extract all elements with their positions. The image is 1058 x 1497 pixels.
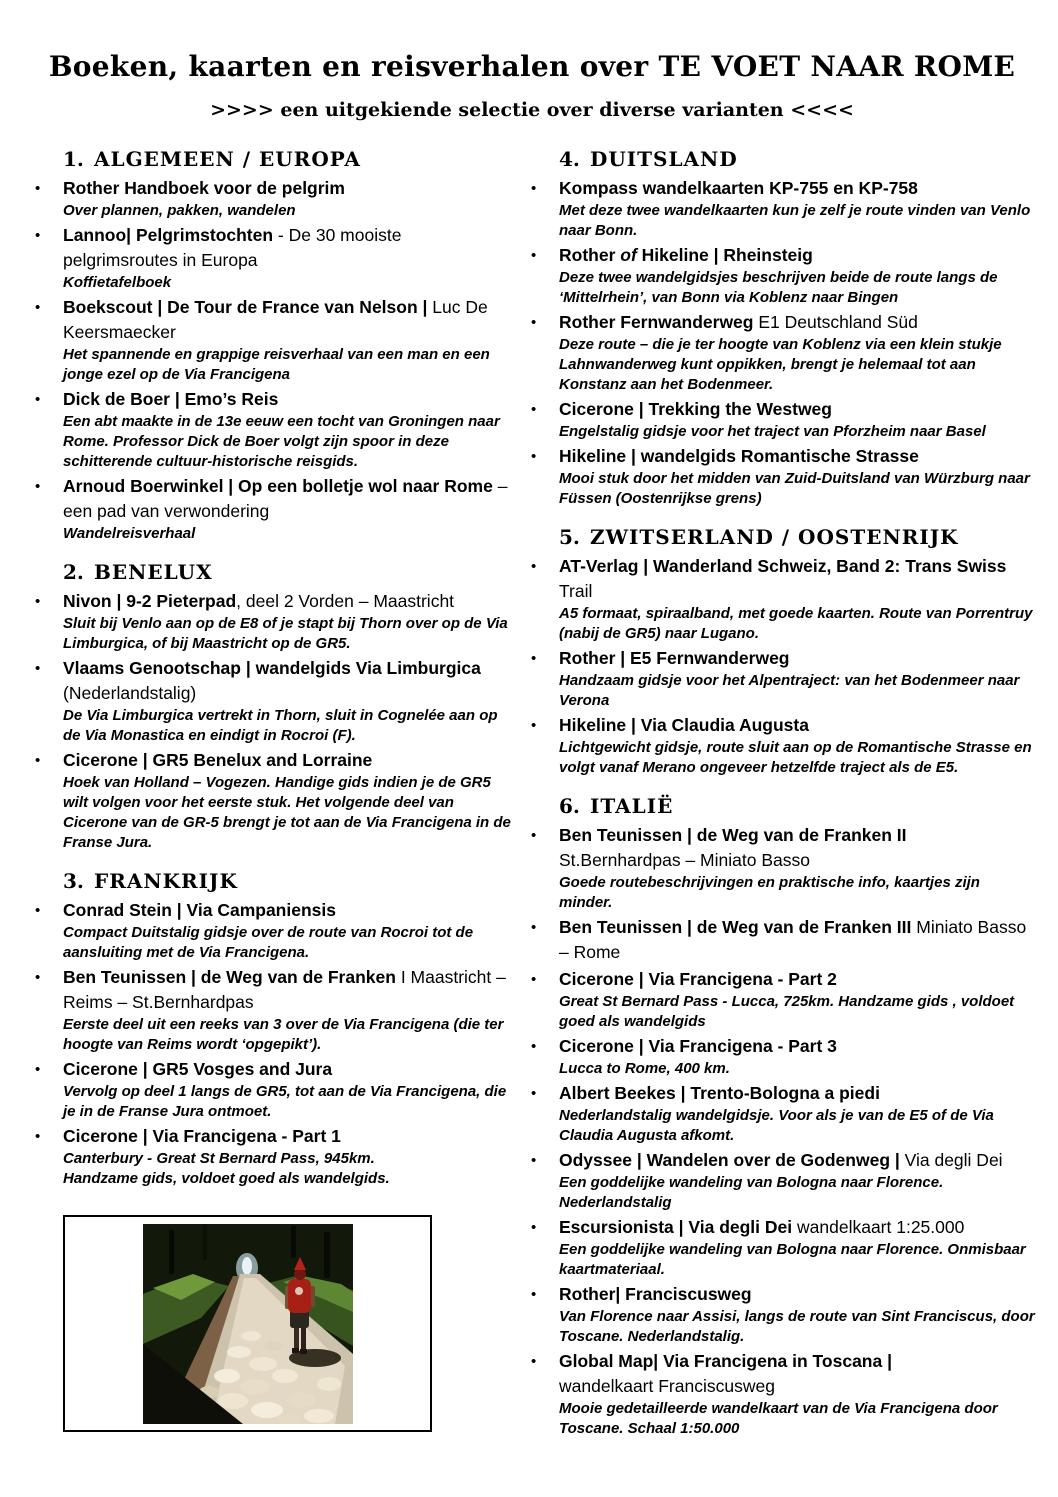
bullet-icon: •	[531, 827, 537, 844]
book-description: Engelstalig gidsje voor het traject van Pforzheim naar Basel	[559, 423, 986, 440]
book-title-part: Boekscout | De Tour de France van Nelson |	[63, 297, 433, 317]
list-item-body	[63, 589, 512, 654]
book-title-part: Luc De Keersmaecker	[63, 297, 488, 342]
book-description: Mooie gedetailleerde wandelkaart van de Via Francigena door Toscane. Schaal 1:50.000	[559, 1400, 998, 1437]
bullet-icon: •	[35, 227, 41, 244]
book-list	[28, 898, 512, 1189]
section-title: ALGEMEEN / EUROPA	[94, 147, 361, 171]
book-title	[63, 898, 512, 923]
list-item	[28, 965, 512, 1055]
book-list	[524, 176, 1036, 509]
column-left-sections	[28, 147, 512, 1189]
book-title-part: Ben Teunissen | de Weg van de Franken	[63, 967, 396, 987]
book-title	[63, 748, 512, 773]
book-title	[559, 444, 1036, 469]
section-heading-5	[559, 525, 1036, 549]
book-title-part: Global Map| Via Francigena in Toscana |	[559, 1351, 892, 1371]
section-title: BENELUX	[94, 560, 213, 584]
bullet-icon: •	[35, 902, 41, 919]
list-item-body	[63, 176, 512, 221]
bullet-icon: •	[531, 1038, 537, 1055]
book-description: Een abt maakte in de 13e eeuw een tocht van Groningen naar Rome. Professor Dick de Boer volgt zijn spoor in deze schitterende cultuur-historische reisgids.	[63, 413, 500, 470]
book-title-part: Cicerone | Via Francigena - Part 2	[559, 969, 837, 989]
book-title-part: Dick de Boer | Emo’s Reis	[63, 389, 279, 409]
bullet-icon: •	[531, 650, 537, 667]
section-heading-4	[559, 147, 1036, 171]
book-description: Handzame gids, voldoet goed als wandelgids.	[63, 1170, 390, 1187]
book-title-part: AT-Verlag | Wanderland Schweiz, Band 2: Trans Swiss	[559, 556, 1007, 576]
book-description: De Via Limburgica vertrekt in Thorn, sluit in Cognelée aan op de Via Monastica en eindigt in Rocroi (F).	[63, 707, 498, 744]
book-title-part: Conrad Stein | Via Campaniensis	[63, 900, 336, 920]
book-description: Van Florence naar Assisi, langs de route van Sint Franciscus, door Toscane. Nederlandstalig.	[559, 1308, 1035, 1345]
book-title	[559, 397, 1036, 422]
book-description: Sluit bij Venlo aan op de E8 of je stapt bij Thorn over op de Via Limburgica, of bij Maastricht op de GR5.	[63, 615, 508, 652]
list-item-body	[559, 1282, 1036, 1347]
bullet-icon: •	[35, 593, 41, 610]
book-title-part: - De 30 mooiste pelgrimsroutes in Europa	[63, 225, 402, 270]
list-item	[524, 1034, 1036, 1079]
book-description: Eerste deel uit een reeks van 3 over de Via Francigena (die ter hoogte van Reims wordt ‘opgepikt’).	[63, 1016, 504, 1053]
book-description: Goede routebeschrijvingen en praktische info, kaartjes zijn minder.	[559, 874, 980, 911]
book-title-part: – een pad van verwondering	[63, 476, 508, 521]
bullet-icon: •	[35, 1128, 41, 1145]
book-title-part: Rother | E5 Fernwanderweg	[559, 648, 790, 668]
section-heading-1	[63, 147, 512, 171]
book-description: Canterbury - Great St Bernard Pass, 945km.	[63, 1150, 375, 1167]
book-title	[559, 1349, 1036, 1399]
book-title	[63, 223, 512, 273]
bullet-icon: •	[35, 1061, 41, 1078]
list-item	[524, 915, 1036, 965]
list-item-body	[63, 1124, 512, 1189]
list-item	[28, 387, 512, 472]
book-title-part: Rother| Franciscusweg	[559, 1284, 752, 1304]
bullet-icon: •	[531, 1085, 537, 1102]
book-title-part: Hikeline | Rheinsteig	[636, 245, 813, 265]
book-title	[559, 554, 1036, 604]
section-number: 4.	[559, 147, 580, 171]
book-title	[63, 387, 512, 412]
list-item	[524, 823, 1036, 913]
list-item	[524, 1148, 1036, 1213]
list-item-body	[559, 310, 1036, 395]
book-title-part: Cicerone | GR5 Vosges and Jura	[63, 1059, 333, 1079]
book-title	[63, 965, 512, 1015]
bullet-icon: •	[531, 314, 537, 331]
book-title	[63, 1124, 512, 1149]
bullet-icon: •	[35, 391, 41, 408]
two-column-layout	[28, 147, 1036, 1441]
section-heading-6	[559, 794, 1036, 818]
list-item-body	[559, 1148, 1036, 1213]
bullet-icon: •	[531, 1286, 537, 1303]
list-item-body	[63, 656, 512, 746]
book-title-part: Nivon | 9-2 Pieterpad	[63, 591, 237, 611]
list-item	[524, 1215, 1036, 1280]
book-title-part: Escursionista | Via degli Dei	[559, 1217, 797, 1237]
book-title	[559, 1081, 1036, 1106]
book-title	[559, 1215, 1036, 1240]
book-description: Handzaam gidsje voor het Alpentraject: van het Bodenmeer naar Verona	[559, 672, 1020, 709]
book-list	[28, 176, 512, 544]
book-title	[63, 295, 512, 345]
book-title-part: Albert Beekes | Trento-Bologna a piedi	[559, 1083, 880, 1103]
list-item-body	[63, 387, 512, 472]
section-title: ZWITSERLAND / OOSTENRIJK	[590, 525, 959, 549]
book-description: Een goddelijke wandeling van Bologna naar Florence. Onmisbaar kaartmateriaal.	[559, 1241, 1026, 1278]
book-list	[524, 554, 1036, 778]
list-item	[28, 748, 512, 853]
list-item	[524, 554, 1036, 644]
book-title-part: E1 Deutschland Süd	[758, 312, 918, 332]
book-title-part: , deel 2 Vorden – Maastricht	[236, 591, 455, 611]
bullet-icon: •	[35, 752, 41, 769]
list-item-body	[559, 967, 1036, 1032]
list-item-body	[559, 1349, 1036, 1439]
bullet-icon: •	[531, 919, 537, 936]
list-item	[28, 295, 512, 385]
list-item-body	[559, 823, 1036, 913]
list-item	[524, 1081, 1036, 1146]
book-title-part: Ben Teunissen | de Weg van de Franken III	[559, 917, 912, 937]
bullet-icon: •	[35, 299, 41, 316]
book-description: Lichtgewicht gidsje, route sluit aan op de Romantische Strasse en volgt vanaf Merano ongeveer hetzelfde traject als de E5.	[559, 739, 1032, 776]
book-title-part: St.Bernhardpas – Miniato Basso	[559, 850, 810, 870]
section-heading-2	[63, 560, 512, 584]
book-title-part: I Maastricht – Reims – St.Bernhardpas	[63, 967, 506, 1012]
book-description: Het spannende en grappige reisverhaal van een man en een jonge ezel op de Via Francigena	[63, 346, 490, 383]
list-item-body	[63, 965, 512, 1055]
book-title-part: Rother	[559, 245, 621, 265]
list-item-body	[63, 748, 512, 853]
column-right-sections	[524, 147, 1036, 1439]
bullet-icon: •	[531, 448, 537, 465]
book-title	[559, 1148, 1036, 1173]
list-item-body	[559, 176, 1036, 241]
list-item	[28, 1124, 512, 1189]
page-subtitle: >>>> een uitgekiende selectie over diverse varianten <<<<	[210, 99, 854, 121]
list-item-body	[559, 915, 1036, 965]
bullet-icon: •	[35, 660, 41, 677]
book-title-part: Via degli Dei	[904, 1150, 1003, 1170]
book-title-part: Hikeline | Via Claudia Augusta	[559, 715, 809, 735]
list-item-body	[559, 397, 1036, 442]
section-heading-3	[63, 869, 512, 893]
list-item	[524, 967, 1036, 1032]
list-item	[28, 223, 512, 293]
list-item	[524, 444, 1036, 509]
section-number: 2.	[63, 560, 84, 584]
book-title-part: wandelkaart 1:25.000	[797, 1217, 965, 1237]
section-number: 3.	[63, 869, 84, 893]
book-description: Compact Duitstalig gidsje over de route van Rocroi tot de aansluiting met de Via Francigena.	[63, 924, 474, 961]
book-title	[63, 589, 512, 614]
list-item-body	[559, 1034, 1036, 1079]
book-title	[63, 656, 512, 706]
list-item-body	[559, 646, 1036, 711]
photo-frame	[63, 1215, 432, 1432]
column-left	[28, 147, 512, 1432]
bullet-icon: •	[531, 1152, 537, 1169]
book-description: Lucca to Rome, 400 km.	[559, 1060, 730, 1077]
book-description: Koffietafelboek	[63, 274, 172, 291]
book-description: Wandelreisverhaal	[63, 525, 196, 542]
book-description: Over plannen, pakken, wandelen	[63, 202, 296, 219]
list-item	[524, 1349, 1036, 1439]
list-item	[28, 589, 512, 654]
list-item	[28, 176, 512, 221]
book-title-part: wandelkaart Franciscusweg	[559, 1376, 775, 1396]
book-title	[559, 823, 1036, 873]
book-title	[559, 176, 1036, 201]
list-item-body	[559, 554, 1036, 644]
book-description: Een goddelijke wandeling van Bologna naar Florence.	[559, 1174, 944, 1191]
list-item-body	[559, 444, 1036, 509]
list-item-body	[559, 713, 1036, 778]
book-title	[559, 713, 1036, 738]
list-item	[524, 646, 1036, 711]
red-backpack	[288, 1279, 311, 1313]
bullet-icon: •	[531, 1219, 537, 1236]
book-description: Deze route – die je ter hoogte van Koblenz via een klein stukje Lahnwanderweg kunt oppikken, brengt je helemaal tot aan Konstanz aan het Bodenmeer.	[559, 336, 1002, 393]
book-title	[63, 474, 512, 524]
bullet-icon: •	[531, 717, 537, 734]
list-item	[28, 1057, 512, 1122]
list-item	[524, 713, 1036, 778]
list-item-body	[559, 1215, 1036, 1280]
book-title-part: Trail	[559, 581, 593, 601]
bullet-icon: •	[531, 247, 537, 264]
book-title-part: Arnoud Boerwinkel | Op een bolletje wol naar Rome	[63, 476, 498, 496]
list-item	[524, 397, 1036, 442]
book-title-part: Cicerone | Via Francigena - Part 3	[559, 1036, 837, 1056]
book-description: Nederlandstalig wandelgidsje. Voor als je van de E5 of de Via Claudia Augusta afkomt.	[559, 1107, 994, 1144]
book-title-part: Hikeline | wandelgids Romantische Strasse	[559, 446, 919, 466]
book-title-part: Cicerone | Trekking the Westweg	[559, 399, 832, 419]
book-list	[28, 589, 512, 853]
bullet-icon: •	[531, 971, 537, 988]
page-title: Boeken, kaarten en reisverhalen over TE VOET NAAR ROME	[48, 50, 1016, 83]
bullet-icon: •	[35, 180, 41, 197]
book-title-part: Cicerone | Via Francigena - Part 1	[63, 1126, 341, 1146]
book-title	[559, 915, 1036, 965]
list-item-body	[63, 295, 512, 385]
book-title-part: Miniato Basso – Rome	[559, 917, 1027, 962]
section-number: 6.	[559, 794, 580, 818]
book-description: A5 formaat, spiraalband, met goede kaarten. Route van Porrentruy (nabij de GR5) naar Lugano.	[559, 605, 1033, 642]
list-item-body	[63, 474, 512, 544]
book-title	[63, 176, 512, 201]
bullet-icon: •	[35, 478, 41, 495]
book-description: Hoek van Holland – Vogezen. Handige gids indien je de GR5 wilt volgen voor het eerste stuk. Het volgende deel van Cicerone van de GR-5 brengt je tot aan de Via Francigena in de Franse Jura.	[63, 774, 511, 851]
section-title: ITALIË	[590, 794, 674, 818]
book-title-part: Lannoo| Pelgrimstochten	[63, 225, 278, 245]
bullet-icon: •	[531, 401, 537, 418]
book-title-part: Rother Fernwanderweg	[559, 312, 759, 332]
section-title: FRANKRIJK	[94, 869, 238, 893]
list-item	[524, 1282, 1036, 1347]
book-description: Nederlandstalig	[559, 1194, 672, 1211]
book-title	[559, 967, 1036, 992]
list-item-body	[63, 1057, 512, 1122]
book-title-part: Odyssee | Wandelen over de Godenweg |	[559, 1150, 905, 1170]
book-title	[559, 310, 1036, 335]
list-item	[524, 176, 1036, 241]
book-title-part: of	[620, 245, 637, 265]
section-title: DUITSLAND	[590, 147, 738, 171]
book-title-part: Kompass wandelkaarten KP-755 en KP-758	[559, 178, 918, 198]
book-description: Mooi stuk door het midden van Zuid-Duitsland van Würzburg naar Füssen (Oostenrijkse grens)	[559, 470, 1030, 507]
book-title	[559, 1282, 1036, 1307]
list-item-body	[559, 243, 1036, 308]
bullet-icon: •	[35, 969, 41, 986]
column-right	[524, 147, 1036, 1441]
book-description: Met deze twee wandelkaarten kun je zelf je route vinden van Venlo naar Bonn.	[559, 202, 1031, 239]
book-description: Vervolg op deel 1 langs de GR5, tot aan de Via Francigena, die je in de Franse Jura ontmoet.	[63, 1083, 507, 1120]
list-item	[28, 474, 512, 544]
book-title	[559, 646, 1036, 671]
list-item	[28, 656, 512, 746]
book-title	[559, 243, 1036, 268]
list-item-body	[63, 223, 512, 293]
bullet-icon: •	[531, 558, 537, 575]
book-title-part: Rother Handboek voor de pelgrim	[63, 178, 345, 198]
book-title-part: (Nederlandstalig)	[63, 683, 197, 703]
bullet-icon: •	[531, 1353, 537, 1370]
hiker-trail-photo	[143, 1224, 353, 1424]
book-title-part: Vlaams Genootschap | wandelgids Via Limburgica	[63, 658, 481, 678]
list-item	[28, 898, 512, 963]
book-title-part: Cicerone | GR5 Benelux and Lorraine	[63, 750, 373, 770]
section-number: 5.	[559, 525, 580, 549]
book-title	[63, 1057, 512, 1082]
book-description: Great St Bernard Pass - Lucca, 725km. Handzame gids , voldoet goed als wandelgids	[559, 993, 1015, 1030]
list-item-body	[63, 898, 512, 963]
section-number: 1.	[63, 147, 84, 171]
list-item	[524, 243, 1036, 308]
list-item-body	[559, 1081, 1036, 1146]
book-title	[559, 1034, 1036, 1059]
list-item	[524, 310, 1036, 395]
book-title-part: Ben Teunissen | de Weg van de Franken II	[559, 825, 907, 845]
bullet-icon: •	[531, 180, 537, 197]
book-list	[524, 823, 1036, 1439]
book-description: Deze twee wandelgidsjes beschrijven beide de route langs de ‘Mittelrhein’, van Bonn via Koblenz naar Bingen	[559, 269, 998, 306]
